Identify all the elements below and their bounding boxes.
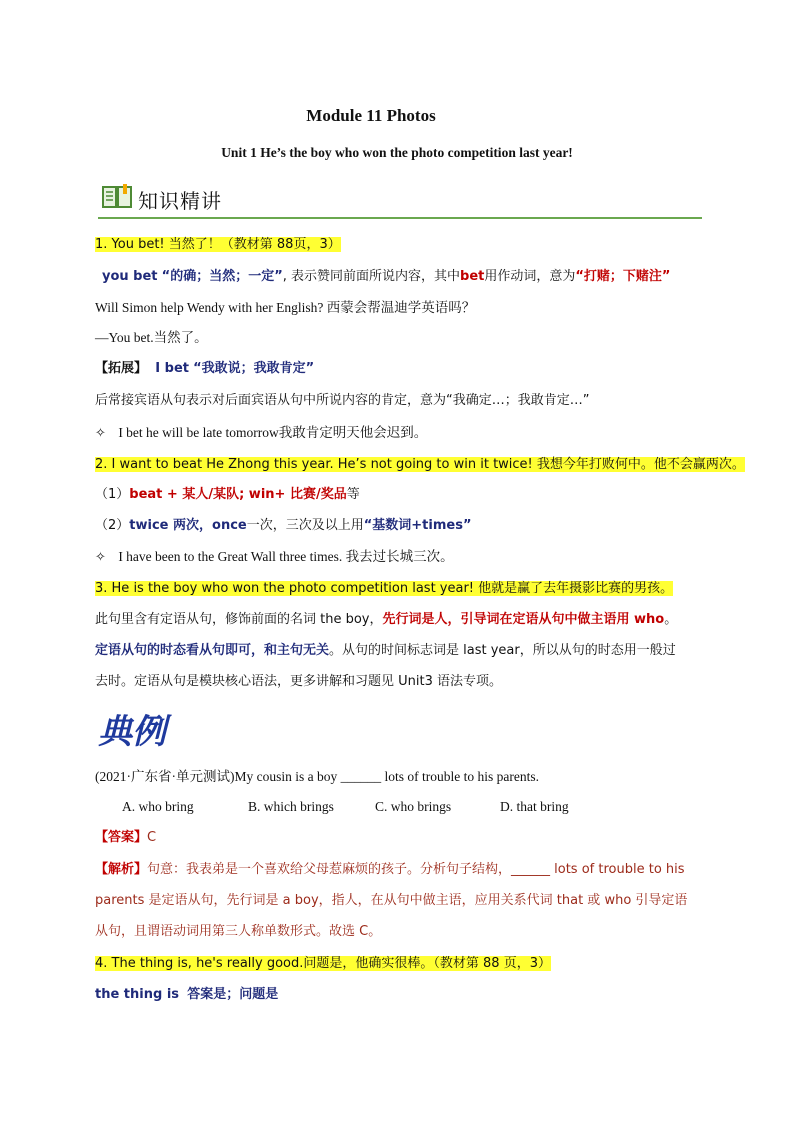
option-d: D. that bring: [500, 799, 569, 814]
point-1-extension: 【拓展】 I bet “我敢说；我敢肯定”: [95, 361, 315, 376]
point-1-extension-desc: 后常接宾语从句表示对后面宾语从句中所说内容的肯定，意为“我确定…；我敢肯定…”: [95, 393, 590, 408]
point-1-extension-example: ✧ I bet he will be late tomorrow我敢肯定明天他会迟到。: [95, 425, 428, 441]
point-1-answer: —You bet.当然了。: [95, 330, 208, 345]
point-3-body-2: 定语从句的时态看从句即可，和主句无关。从句的时间标志词是 last year，所以从句的时态用一般过: [95, 643, 676, 658]
section-divider: [98, 217, 702, 219]
book-icon: [102, 184, 132, 210]
point-4-heading: 4. The thing is, he's really good.问题是，他确实很棒。（教材第 88 页，3）: [95, 956, 551, 971]
option-c: C. who brings: [375, 799, 452, 814]
point-1-heading: 1. You bet! 当然了！（教材第 88页，3）: [95, 237, 341, 252]
example-logo: [96, 706, 176, 752]
point-2-example: ✧ I have been to the Great Wall three times. 我去过长城三次。: [95, 549, 454, 565]
example-analysis-1: 【解析】句意：我表弟是一个喜欢给父母惹麻烦的孩子。分析句子结构，______ lots of trouble to his: [95, 862, 685, 877]
unit-subtitle: Unit 1 He’s the boy who won the photo competition last year!: [221, 145, 573, 160]
example-answer: 【答案】C: [95, 830, 157, 845]
option-a: A. who bring: [122, 799, 194, 814]
point-1-example: Will Simon help Wendy with her English? 西蒙会帮温迪学英语吗？: [95, 300, 476, 315]
example-question: (2021·广东省·单元测试)My cousin is a boy ______ lots of trouble to his parents.: [95, 769, 539, 784]
bullet-icon: ✧: [95, 550, 106, 565]
point-2-heading: 2. I want to beat He Zhong this year. He’s not going to win it twice! 我想今年打败何中。他不会赢两次。: [95, 457, 745, 472]
point-3-body-3: 去时。定语从句是模块核心语法，更多讲解和习题见 Unit3 语法专项。: [95, 674, 502, 689]
module-title: Module 11 Photos: [306, 106, 436, 125]
svg-text:典例: 典例: [98, 712, 166, 752]
section-heading: 知识精讲: [138, 189, 222, 213]
point-4-definition: the thing is 答案是；问题是: [95, 987, 279, 1002]
point-1-definition: you bet “的确；当然；一定”, 表示赞同前面所说内容，其中bet用作动词，意为“打赌；下赌注”: [102, 269, 671, 284]
bullet-icon: ✧: [95, 426, 106, 441]
point-3-heading: 3. He is the boy who won the photo competition last year! 他就是赢了去年摄影比赛的男孩。: [95, 581, 674, 596]
point-2-item-2: （2）twice 两次，once一次，三次及以上用“基数词+times”: [95, 518, 472, 533]
point-2-item-1: （1）beat + 某人/某队; win+ 比赛/奖品等: [95, 487, 360, 502]
example-analysis-2: parents 是定语从句，先行词是 a boy，指人，在从句中做主语，应用关系代词 that 或 who 引导定语: [95, 893, 688, 908]
option-b: B. which brings: [248, 799, 334, 814]
section-header: [98, 180, 702, 220]
example-analysis-3: 从句，且谓语动词用第三人称单数形式。故选 C。: [95, 924, 382, 939]
point-3-body-1: 此句里含有定语从句，修饰前面的名词 the boy，先行词是人，引导词在定语从句中做主语用 who。: [95, 612, 678, 627]
